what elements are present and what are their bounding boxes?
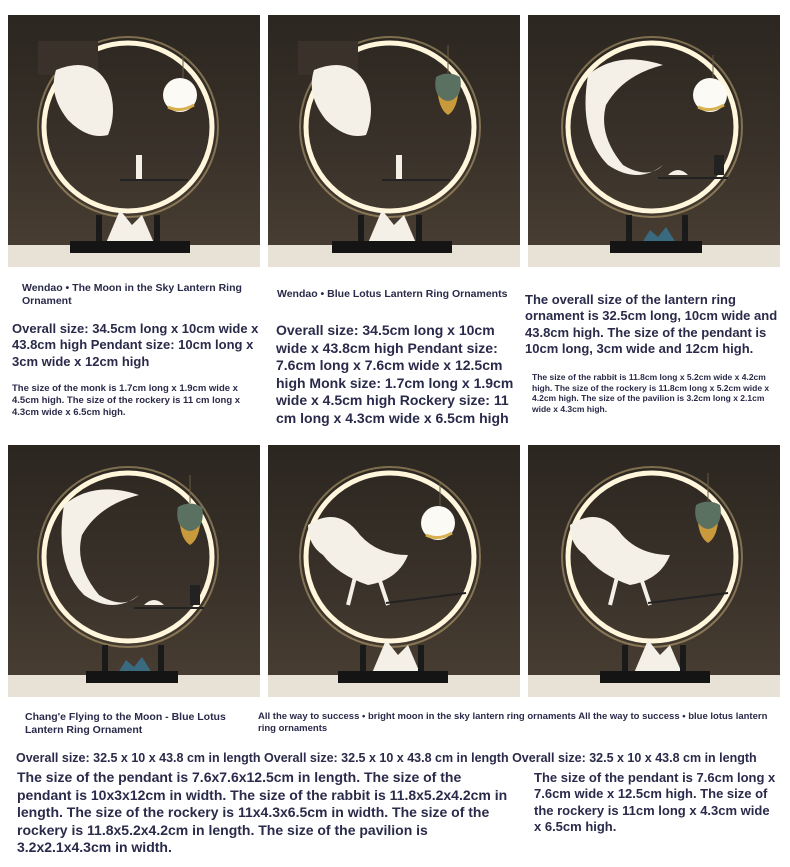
product-1-overall-size: Overall size: 34.5cm long x 10cm wide x 43.8cm high Pendant size: 10cm long x 3cm wide x 12cm high [12,321,259,369]
product-5-title: All the way to success • bright moon in the sky lantern ring ornaments All the way to success • blue lotus lantern ring ornaments [258,711,768,734]
product-photo-lotus-buddha [268,15,520,267]
product-3-overall-size: The overall size of the lantern ring ornament is 32.5cm long, 10cm wide and 43.8cm high. The size of the pendant is 10cm long, 3cm wide and 12cm high. [525,292,778,356]
product-4-title: Chang'e Flying to the Moon - Blue Lotus Lantern Ring Ornament [25,711,226,737]
product-photo-moon-buddha [8,15,260,267]
product-photo-lotus-change [8,445,260,697]
product-2-overall-size: Overall size: 34.5cm long x 10cm wide x 43.8cm high Pendant size: 7.6cm long x 7.6cm wide x 12.5cm high Monk size: 1.7cm long x 1.9cm wide x 4.5cm high Rockery size: 11 cm long x 4.3cm wide x 6.5cm high [276,322,514,426]
product-6-detail-size: The size of the pendant is 7.6cm long x 7.6cm wide x 12.5cm high. The size of the rockery is 11cm long x 4.3cm wide x 6.5cm high. [534,770,776,834]
product-4-detail-size: The size of the pendant is 7.6x7.6x12.5cm in length. The size of the pendant is 10x3x12cm in width. The size of the rabbit is 11.8x5.2x4.2cm in length. The size of the rockery is 11x4.3x6.5cm in width. The size of the rockery is 11.8x5.2x4.2cm in length. The size of the pavilion is 3.2x2.1x4.3cm in width. [17,769,508,855]
product-1-detail-size: The size of the monk is 1.7cm long x 1.9cm wide x 4.5cm high. The size of the rockery is 11 cm long x 4.3cm wide x 6.5cm high. [12,383,241,418]
product-2-title: Wendao • Blue Lotus Lantern Ring Ornaments [277,288,508,300]
product-photo-moon-deer [268,445,520,697]
product-photo-moon-change [528,15,780,267]
product-1-title: Wendao • The Moon in the Sky Lantern Ring Ornament [22,282,242,308]
product-photo-lotus-deer [528,445,780,697]
product-3-detail-size: The size of the rabbit is 11.8cm long x 5.2cm wide x 4.2cm high. The size of the rockery is 11.8cm long x 5.2cm wide x 4.2cm high. The size of the pavilion is 3.2cm long x 2.1cm wide x 4.3cm high. [532,372,770,414]
overall-size-line: Overall size: 32.5 x 10 x 43.8 cm in length Overall size: 32.5 x 10 x 43.8 cm in length Overall size: 32.5 x 10 x 43.8 cm in length [16,751,757,765]
